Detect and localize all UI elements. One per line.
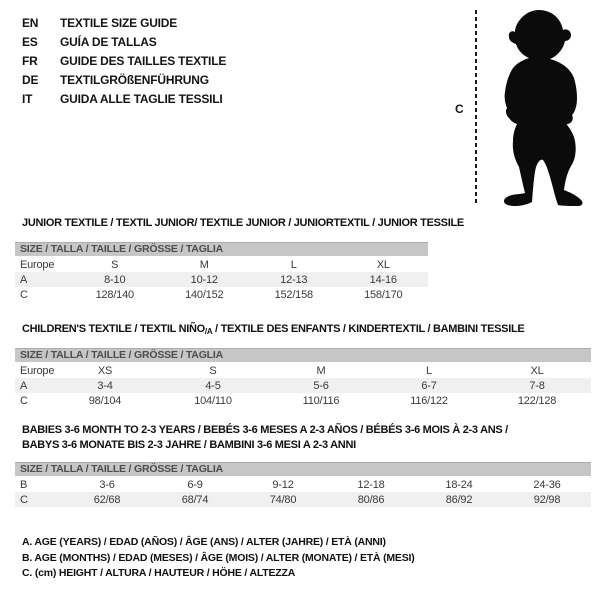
size-cell: 158/170: [364, 288, 403, 301]
language-title: GUIDE DES TAILLES TEXTILE: [60, 53, 227, 68]
size-header-bar: SIZE / TALLA / TAILLE / GRÖSSE / TAGLIA: [15, 348, 591, 362]
language-title: GUIDA ALLE TAGLIE TESSILI: [60, 91, 223, 106]
size-cell: M: [199, 258, 209, 271]
size-cell: L: [290, 258, 297, 271]
row-label: B: [20, 478, 28, 491]
size-cell: 12-18: [357, 478, 385, 491]
language-row-en: [22, 13, 226, 32]
section-title-text: CHILDREN'S TEXTILE / TEXTIL NIÑO: [22, 323, 205, 335]
section-title-line1: BABIES 3-6 MONTH TO 2-3 YEARS / BEBÉS 3-6 MESES A 2-3 AÑOS / BÉBÉS 3-6 MOIS À 2-3 ANS /: [22, 424, 508, 436]
language-code: DE: [22, 72, 39, 87]
footnote-c: C. (cm) HEIGHT / ALTURA / HAUTEUR / HÖHE / ALTEZZA: [22, 567, 296, 579]
section-title-babies: [22, 423, 508, 453]
size-cell: 116/122: [410, 394, 448, 407]
size-cell: 122/128: [517, 394, 557, 407]
size-cell: 110/116: [302, 394, 340, 407]
row-label: A: [20, 379, 28, 392]
size-cell: 6-9: [187, 478, 203, 491]
row-label: Europe: [20, 258, 55, 271]
size-cell: 8-10: [104, 273, 126, 286]
size-cell: 6-7: [421, 379, 437, 392]
row-label: C: [20, 493, 28, 506]
size-cell: XL: [376, 258, 390, 271]
language-code: IT: [22, 91, 33, 106]
size-cell: 140/152: [185, 288, 224, 301]
size-cell: 10-12: [190, 273, 218, 286]
size-cell: 3-6: [99, 478, 115, 491]
table-row: [15, 492, 591, 507]
table-row: [15, 378, 591, 393]
size-cell: 68/74: [181, 493, 209, 506]
size-cell: 74/80: [269, 493, 297, 506]
row-label: C: [20, 288, 28, 301]
size-cell: 62/68: [93, 493, 121, 506]
table-row: [15, 257, 428, 272]
size-cell: XL: [530, 364, 544, 377]
section-title-subscript: /A: [204, 327, 213, 336]
table-row: [15, 393, 591, 408]
measure-label-c: C: [455, 102, 464, 116]
size-cell: 152/158: [274, 288, 313, 301]
size-cell: 14-16: [369, 273, 397, 286]
size-cell: 80/86: [357, 493, 385, 506]
section-title-children: [22, 322, 524, 339]
table-row: [15, 287, 428, 302]
size-cell: XS: [97, 364, 113, 377]
language-row-it: [22, 89, 226, 108]
height-measure-dashed-line: [475, 10, 477, 206]
row-label: A: [20, 273, 28, 286]
language-code: EN: [22, 15, 39, 30]
language-code: FR: [22, 53, 38, 68]
size-cell: 5-6: [313, 379, 329, 392]
size-table-babies: [15, 462, 591, 507]
row-label: C: [20, 394, 28, 407]
baby-silhouette-icon: [482, 9, 597, 208]
size-header-bar: SIZE / TALLA / TAILLE / GRÖSSE / TAGLIA: [15, 462, 591, 476]
size-cell: 92/98: [533, 493, 561, 506]
language-row-de: [22, 70, 226, 89]
size-cell: 86/92: [445, 493, 473, 506]
size-cell: M: [316, 364, 326, 377]
row-label: Europe: [20, 364, 55, 377]
language-code: ES: [22, 34, 38, 49]
size-header-bar: SIZE / TALLA / TAILLE / GRÖSSE / TAGLIA: [15, 242, 428, 256]
size-cell: 9-12: [272, 478, 294, 491]
size-table-children: [15, 348, 591, 408]
size-cell: 12-13: [280, 273, 308, 286]
language-list: [22, 13, 226, 108]
table-row: [15, 272, 428, 287]
section-title-junior: JUNIOR TEXTILE / TEXTIL JUNIOR/ TEXTILE JUNIOR / JUNIORTEXTIL / JUNIOR TESSILE: [22, 217, 464, 229]
footnotes: [22, 535, 415, 582]
size-cell: 104/110: [194, 394, 232, 407]
section-title-line2: BABYS 3-6 MONATE BIS 2-3 JAHRE / BAMBINI 3-6 MESI A 2-3 ANNI: [22, 439, 356, 451]
table-row: [15, 477, 591, 492]
language-row-fr: [22, 51, 226, 70]
footnote-b: B. AGE (MONTHS) / EDAD (MESES) / ÂGE (MOIS) / ALTER (MONATE) / ETÀ (MESI): [22, 551, 415, 564]
language-title: GUÍA DE TALLAS: [60, 34, 157, 49]
size-cell: 4-5: [205, 379, 221, 392]
size-cell: 128/140: [95, 288, 134, 301]
table-row: [15, 363, 591, 378]
size-cell: 98/104: [88, 394, 122, 407]
language-row-es: [22, 32, 226, 51]
size-cell: S: [111, 258, 119, 271]
footnote-a: A. AGE (YEARS) / EDAD (AÑOS) / ÂGE (ANS) / ALTER (JAHRE) / ETÀ (ANNI): [22, 536, 386, 548]
size-cell: 7-8: [529, 379, 545, 392]
size-cell: S: [209, 364, 217, 377]
size-cell: L: [426, 364, 432, 377]
size-table-junior: [15, 242, 428, 302]
section-title-text: / TEXTILE DES ENFANTS / KINDERTEXTIL / BAMBINI TESSILE: [212, 323, 525, 335]
language-title: TEXTILGRÖßENFÜHRUNG: [60, 72, 209, 87]
size-cell: 18-24: [445, 478, 473, 491]
size-cell: 24-36: [533, 478, 561, 491]
language-title: TEXTILE SIZE GUIDE: [60, 15, 178, 30]
size-cell: 3-4: [97, 379, 113, 392]
